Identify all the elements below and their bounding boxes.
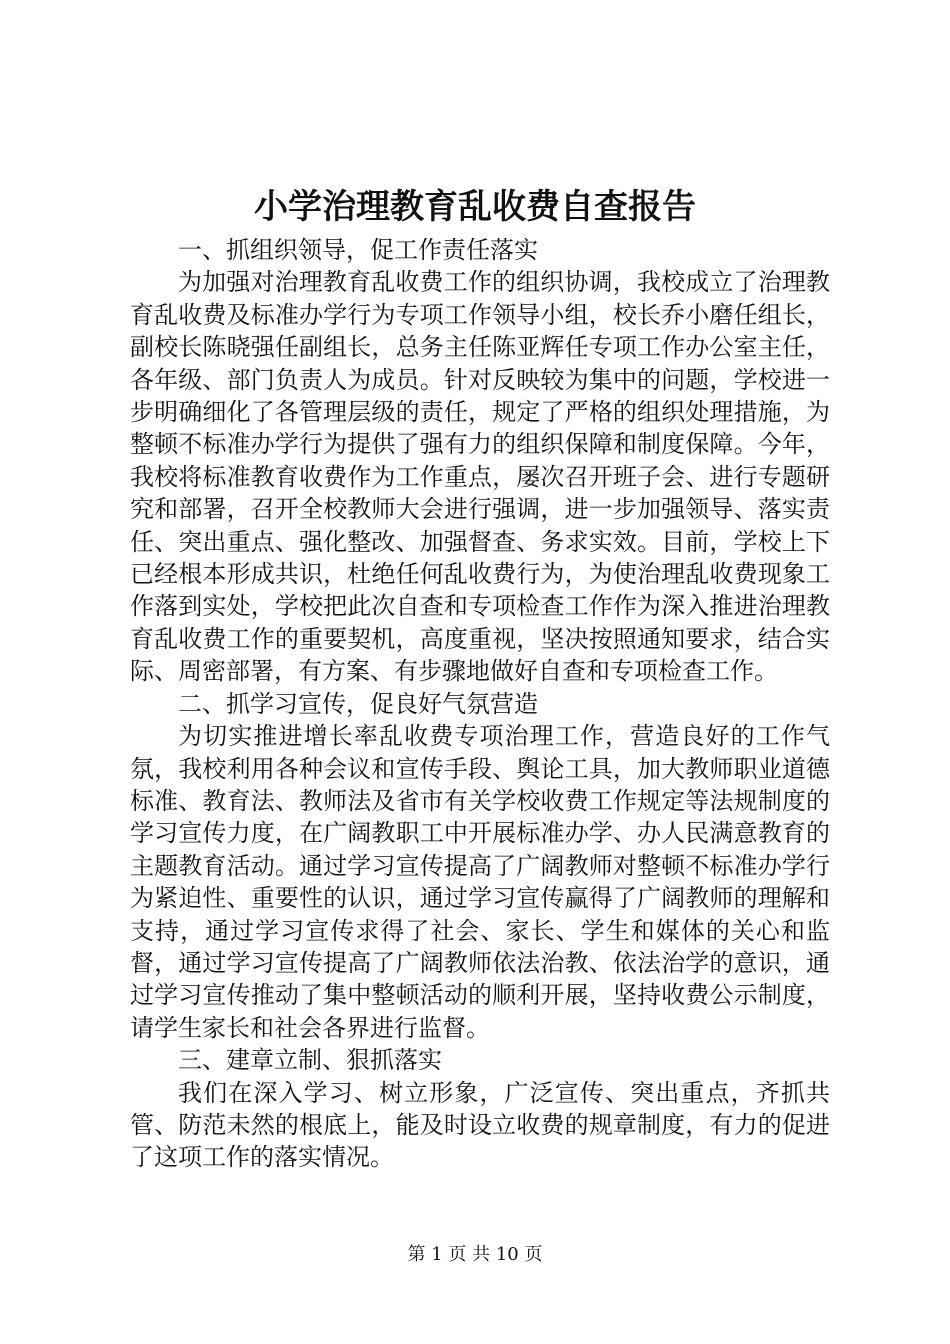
section-heading-2: 二、抓学习宣传，促良好气氛营造 bbox=[178, 689, 538, 718]
document-title: 小学治理教育乱收费自查报告 bbox=[254, 187, 696, 227]
section-paragraph-1: 为加强对治理教育乱收费工作的组织协调，我校成立了治理教育乱收费及标准办学行为专项工作领导小组，校长乔小磨任组长，副校长陈晓强任副组长，总务主任陈亚辉任专项工作办公室主任，各年级、部门负责人为成员。针对反映较为集中的问题，学校进一步明确细化了各管理层级的责任，规定了严格的组织处理措施，为整顿不标准办学行为提供了强有力的组织保障和制度保障。今年，我校将标准教育收费作为工作重点，屡次召开班子会、进行专题研究和部署，召开全校教师大会进行强调，进一步加强领导、落实责任、突出重点、强化整改、加强督查、务求实效。目前，学校上下已经根本形成共识，杜绝任何乱收费行为，为使治理乱收费现象工作落到实处，学校把此次自查和专项检查工作作为深入推进治理教育乱收费工作的重要契机，高度重视，坚决按照通知要求，结合实际、周密部署，有方案、有步骤地做好自查和专项检查工作。 bbox=[130, 268, 830, 686]
document-body bbox=[130, 234, 830, 1174]
page-footer: 第 1 页 共 10 页 bbox=[407, 1244, 543, 1265]
section-heading-3: 三、建章立制、狠抓落实 bbox=[178, 1046, 442, 1075]
section-paragraph-3: 我们在深入学习、树立形象，广泛宣传、突出重点，齐抓共管、防范未然的根底上，能及时设立收费的规章制度，有力的促进了这项工作的落实情况。 bbox=[130, 1078, 830, 1172]
section-paragraph-2: 为切实推进增长率乱收费专项治理工作，营造良好的工作气氛，我校利用各种会议和宣传手段、舆论工具，加大教师职业道德标准、教育法、教师法及省市有关学校收费工作规定等法规制度的学习宣传力度，在广阔教职工中开展标准办学、办人民满意教育的主题教育活动。通过学习宣传提高了广阔教师对整顿不标准办学行为紧迫性、重要性的认识，通过学习宣传赢得了广阔教师的理解和支持，通过学习宣传求得了社会、家长、学生和媒体的关心和监督，通过学习宣传提高了广阔教师依法治教、依法治学的意识，通过学习宣传推动了集中整顿活动的顺利开展，坚持收费公示制度，请学生家长和社会各界进行监督。 bbox=[130, 722, 830, 1042]
section-heading-1: 一、抓组织领导，促工作责任落实 bbox=[178, 236, 538, 264]
